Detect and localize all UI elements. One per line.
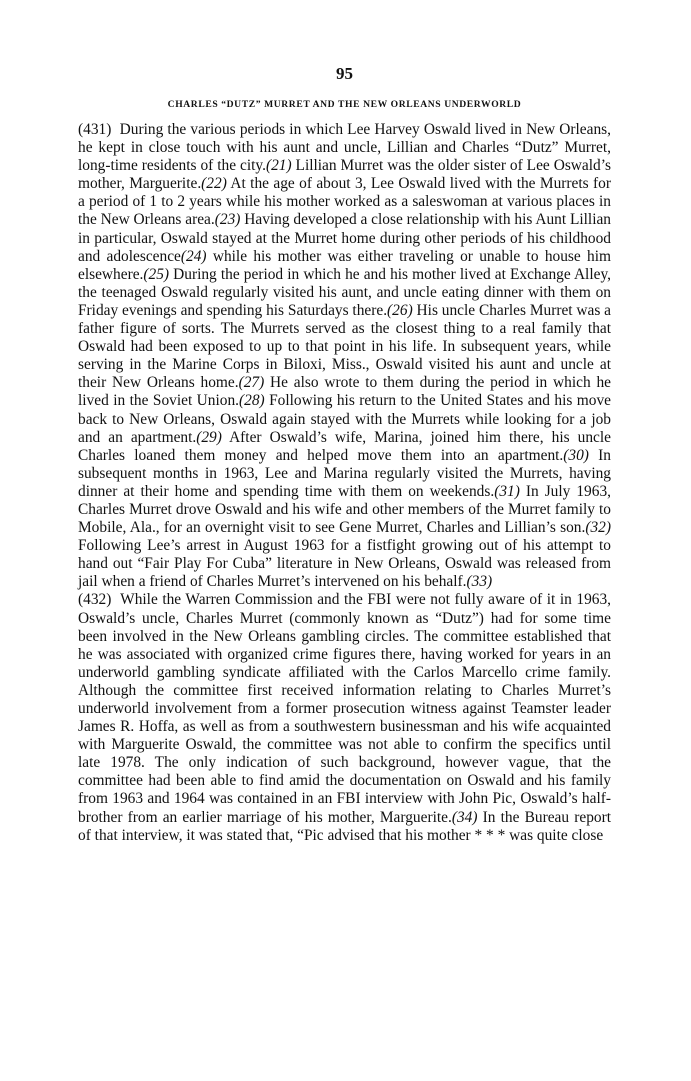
paragraph-432	[78, 591, 611, 844]
body-text: Lillian Murret was the older sister of Lee Oswald’s mother, Marguerite.	[78, 157, 611, 193]
body-text: After Oswald’s wife, Marina, joined him there, his uncle Charles loaned them money and helped move them into an apartment.	[78, 428, 611, 464]
citation-marker: (34)	[451, 808, 478, 826]
paragraph-number: (431)	[78, 121, 112, 138]
body-text: At the age of about 3, Lee Oswald lived with the Murrets for a period of 1 to 2 years while his mother worked as a saleswoman at various places in the New Orleans area.	[78, 175, 611, 229]
page-number: 95	[336, 64, 353, 83]
citation-marker: (25)	[143, 265, 170, 283]
body-text: In July 1963, Charles Murret drove Oswald and his wife and other members of the Murret family to Mobile, Ala., for an overnight visit to see Gene Murret, Charles and Lillian’s son.	[78, 482, 611, 537]
citation-marker: (23)	[214, 211, 241, 229]
citation-marker: (22)	[201, 175, 227, 193]
body-text: In the Bureau report of that interview, it was stated that, “Pic advised that his mother * * * was quite close	[78, 808, 611, 844]
body-text: Having developed a close relationship with his Aunt Lillian in particular, Oswald stayed at the Murret home during other periods of his childhood and adolescence	[78, 211, 611, 265]
body-text: During the various periods in which Lee Harvey Oswald lived in New Orleans, he kept in close touch with his aunt and uncle, Lillian and Charles “Dutz” Murret, long-time residents of the city.	[78, 121, 611, 175]
body-text: During the period in which he and his mother lived at Exchange Alley, the teenaged Oswald regularly visited his aunt, and uncle eating dinner with them on Friday evenings and spending his Saturdays there.	[78, 265, 611, 319]
paragraph-431	[78, 121, 611, 591]
body-text: His uncle Charles Murret was a father figure of sorts. The Murrets served as the closest thing to a real family that Oswald had been exposed to up to that point in his life. In subsequent years, while serving in the Marine Corps in Biloxi, Miss., Oswald visited his aunt and uncle at their New Orleans home.	[78, 301, 612, 392]
paragraph-number: (432)	[78, 591, 112, 609]
citation-marker: (33)	[466, 573, 493, 591]
body-text: Following Lee’s arrest in August 1963 for a fistfight growing out of his attempt to hand out “Fair Play For Cuba” literature in New Orleans, Oswald was released from jail when a friend of Charles Murret’s intervened on his behalf.	[78, 537, 611, 591]
body-text: while his mother was either traveling or unable to house him elsewhere.	[78, 247, 611, 283]
citation-marker: (29)	[196, 428, 222, 446]
citation-marker: (30)	[563, 446, 589, 464]
citation-marker: (26)	[387, 301, 413, 319]
citation-marker: (27)	[238, 374, 265, 392]
citation-marker: (28)	[239, 392, 265, 410]
citation-marker: (31)	[494, 482, 520, 500]
citation-marker: (24)	[180, 247, 207, 265]
body-text: In subsequent months in 1963, Lee and Marina regularly visited the Murrets, having dinner at their home and spending time with them on weekends.	[78, 446, 611, 500]
citation-marker: (21)	[265, 157, 292, 175]
running-head: CHARLES “DUTZ” MURRET AND THE NEW ORLEANS UNDERWORLD	[167, 99, 522, 110]
document-page	[78, 64, 611, 845]
body-text: He also wrote to them during the period in which he lived in the Soviet Union.	[78, 374, 611, 410]
body-text: While the Warren Commission and the FBI were not fully aware of it in 1963, Oswald’s uncle, Charles Murret (commonly known as “Dutz”) had for some time been involved in the New Orleans gambling circles. The committee established that he was associated with organized crime figures there, having worked for years in an underworld gambling syndicate affiliated with the Carlos Marcello crime family. Although the committee first received information relating to Charles Murret’s underworld involvement from a former prosecution witness against Teamster leader James R. Hoffa, as well as from a southwestern businessman and his wife acquainted with Marguerite Oswald, the committee was not able to confirm the specifics until late 1978. The only indication of such background, however vague, that the committee had been able to find amid the documentation on Oswald and his family from 1963 and 1964 was contained in an FBI interview with John Pic, Oswald’s half-brother from an earlier marriage of his mother, Marguerite.	[78, 591, 611, 826]
citation-marker: (32)	[585, 519, 611, 537]
body-text: Following his return to the United States and his move back to New Orleans, Oswald again stayed with the Murrets while looking for a job and an apartment.	[78, 392, 611, 446]
